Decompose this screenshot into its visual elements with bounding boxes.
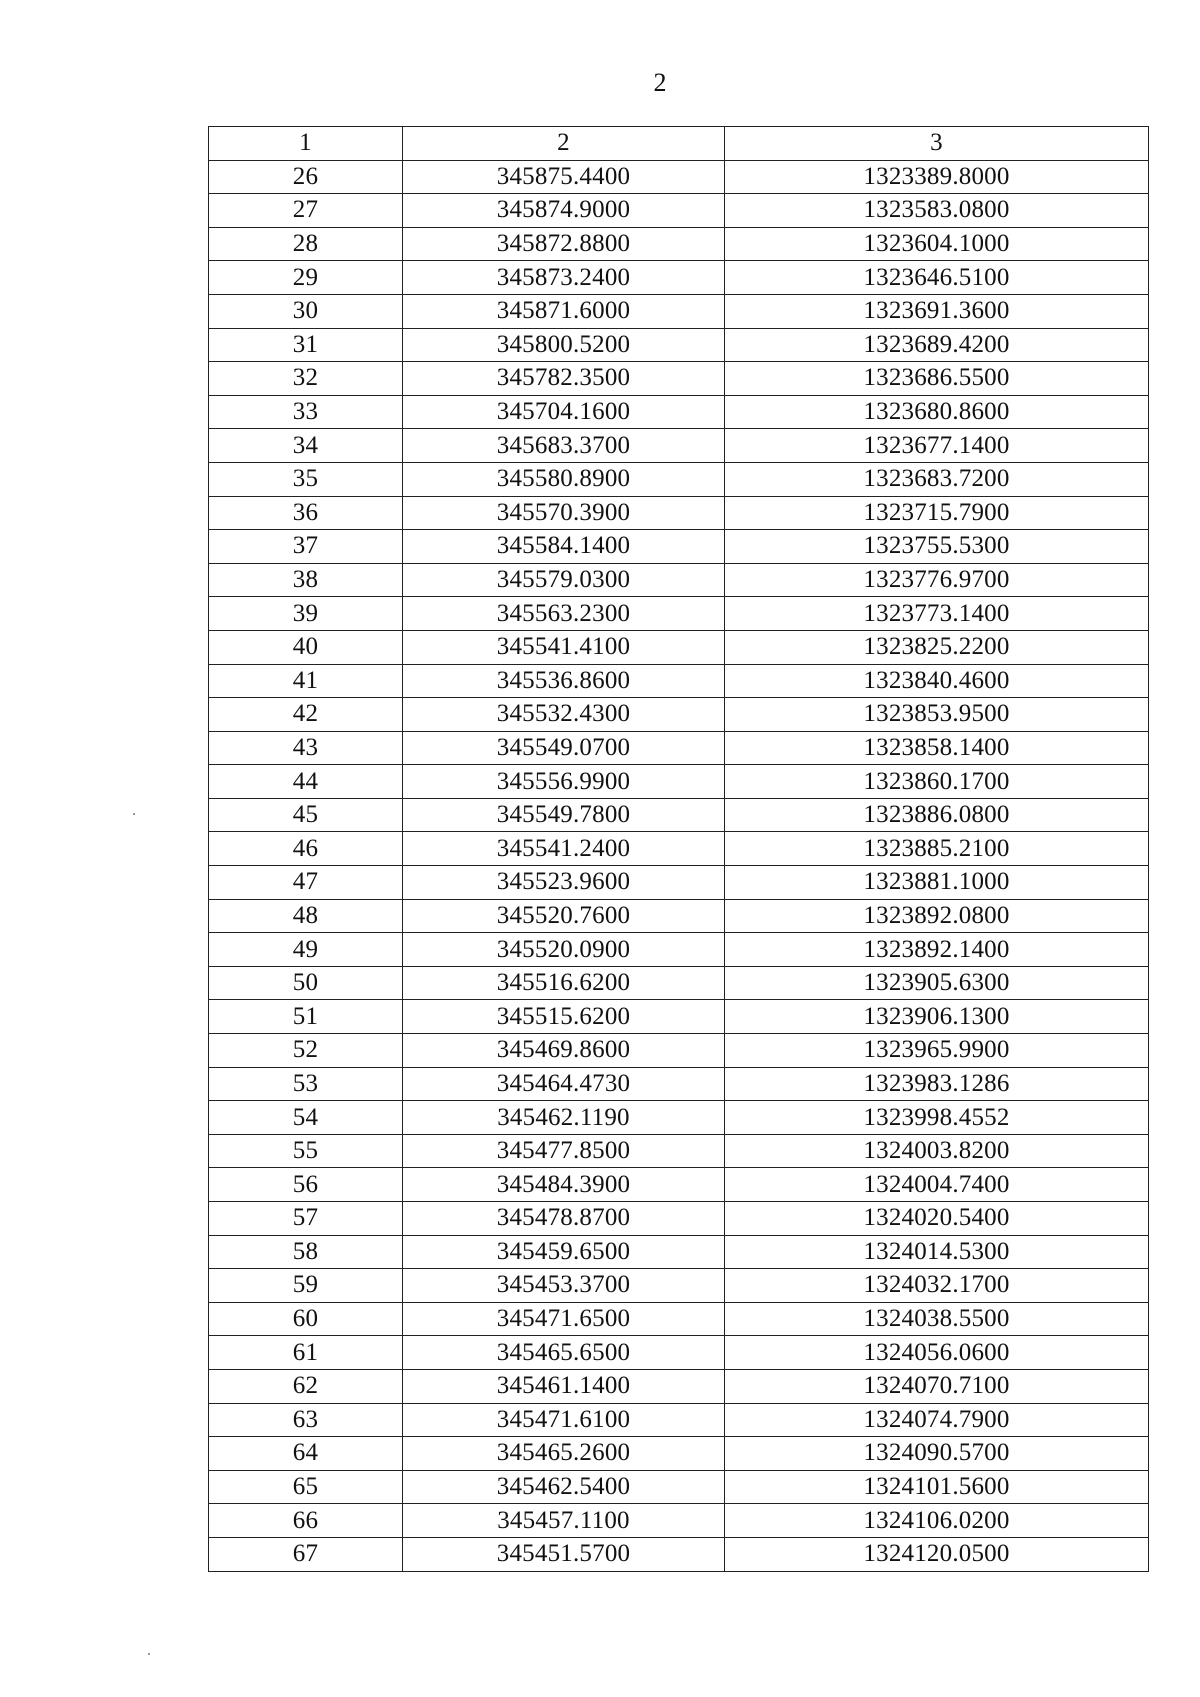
coordinate-x-cell: 345515.6200 — [403, 1000, 725, 1034]
point-number-cell: 59 — [209, 1269, 403, 1303]
coordinate-y-cell: 1323825.2200 — [725, 630, 1149, 664]
point-number-cell: 33 — [209, 395, 403, 429]
point-number-cell: 61 — [209, 1336, 403, 1370]
coordinate-y-cell: 1324101.5600 — [725, 1470, 1149, 1504]
coordinate-y-cell: 1324056.0600 — [725, 1336, 1149, 1370]
coordinate-y-cell: 1324020.5400 — [725, 1202, 1149, 1236]
coordinate-x-cell: 345683.3700 — [403, 429, 725, 463]
coordinate-y-cell: 1323858.1400 — [725, 731, 1149, 765]
table-row — [209, 1504, 1149, 1538]
coordinate-x-cell: 345570.3900 — [403, 496, 725, 530]
scan-speck — [133, 813, 135, 815]
header-cell-2: 2 — [403, 127, 725, 161]
point-number-cell: 44 — [209, 765, 403, 799]
table-row — [209, 1537, 1149, 1571]
table-row — [209, 462, 1149, 496]
coordinate-x-cell: 345465.2600 — [403, 1437, 725, 1471]
table-body — [209, 160, 1149, 1571]
coordinate-x-cell: 345549.7800 — [403, 798, 725, 832]
coordinate-x-cell: 345464.4730 — [403, 1067, 725, 1101]
coordinate-x-cell: 345556.9900 — [403, 765, 725, 799]
table-row — [209, 1202, 1149, 1236]
coordinate-y-cell: 1323906.1300 — [725, 1000, 1149, 1034]
table-row — [209, 731, 1149, 765]
coordinate-y-cell: 1323998.4552 — [725, 1101, 1149, 1135]
coordinate-x-cell: 345704.1600 — [403, 395, 725, 429]
header-cell-3: 3 — [725, 127, 1149, 161]
coordinate-x-cell: 345563.2300 — [403, 597, 725, 631]
coordinate-y-cell: 1324090.5700 — [725, 1437, 1149, 1471]
coordinate-x-cell: 345871.6000 — [403, 294, 725, 328]
point-number-cell: 38 — [209, 563, 403, 597]
coordinate-x-cell: 345484.3900 — [403, 1168, 725, 1202]
table-row — [209, 966, 1149, 1000]
table-row — [209, 1336, 1149, 1370]
table-row — [209, 429, 1149, 463]
coordinate-x-cell: 345465.6500 — [403, 1336, 725, 1370]
table-row — [209, 194, 1149, 228]
coordinate-y-cell: 1324038.5500 — [725, 1302, 1149, 1336]
coordinate-x-cell: 345520.0900 — [403, 933, 725, 967]
coordinate-x-cell: 345478.8700 — [403, 1202, 725, 1236]
coordinate-x-cell: 345800.5200 — [403, 328, 725, 362]
point-number-cell: 41 — [209, 664, 403, 698]
table-row — [209, 1470, 1149, 1504]
coordinate-y-cell: 1324106.0200 — [725, 1504, 1149, 1538]
coordinate-x-cell: 345462.1190 — [403, 1101, 725, 1135]
coordinate-y-cell: 1323853.9500 — [725, 698, 1149, 732]
point-number-cell: 58 — [209, 1235, 403, 1269]
coordinate-y-cell: 1323905.6300 — [725, 966, 1149, 1000]
point-number-cell: 36 — [209, 496, 403, 530]
coordinate-x-cell: 345580.8900 — [403, 462, 725, 496]
coordinate-x-cell: 345584.1400 — [403, 530, 725, 564]
point-number-cell: 51 — [209, 1000, 403, 1034]
table-header — [209, 127, 1149, 161]
point-number-cell: 57 — [209, 1202, 403, 1236]
coordinate-x-cell: 345874.9000 — [403, 194, 725, 228]
table-row — [209, 1034, 1149, 1068]
coordinate-x-cell: 345520.7600 — [403, 899, 725, 933]
table-row — [209, 597, 1149, 631]
coordinate-y-cell: 1323840.4600 — [725, 664, 1149, 698]
table-row — [209, 563, 1149, 597]
coordinates-table — [208, 126, 1149, 1572]
point-number-cell: 26 — [209, 160, 403, 194]
point-number-cell: 43 — [209, 731, 403, 765]
coordinate-y-cell: 1323646.5100 — [725, 261, 1149, 295]
point-number-cell: 67 — [209, 1537, 403, 1571]
point-number-cell: 31 — [209, 328, 403, 362]
point-number-cell: 28 — [209, 227, 403, 261]
point-number-cell: 60 — [209, 1302, 403, 1336]
point-number-cell: 53 — [209, 1067, 403, 1101]
table-row — [209, 1403, 1149, 1437]
coordinate-y-cell: 1323881.1000 — [725, 866, 1149, 900]
table-row — [209, 395, 1149, 429]
point-number-cell: 35 — [209, 462, 403, 496]
table-row — [209, 765, 1149, 799]
coordinate-x-cell: 345477.8500 — [403, 1134, 725, 1168]
coordinate-y-cell: 1323892.0800 — [725, 899, 1149, 933]
point-number-cell: 55 — [209, 1134, 403, 1168]
point-number-cell: 29 — [209, 261, 403, 295]
coordinate-x-cell: 345532.4300 — [403, 698, 725, 732]
table-row — [209, 866, 1149, 900]
coordinate-y-cell: 1324120.0500 — [725, 1537, 1149, 1571]
table-row — [209, 1101, 1149, 1135]
point-number-cell: 62 — [209, 1369, 403, 1403]
point-number-cell: 52 — [209, 1034, 403, 1068]
table-row — [209, 362, 1149, 396]
point-number-cell: 54 — [209, 1101, 403, 1135]
coordinate-y-cell: 1323680.8600 — [725, 395, 1149, 429]
coordinate-y-cell: 1323776.9700 — [725, 563, 1149, 597]
coordinate-x-cell: 345523.9600 — [403, 866, 725, 900]
table-row — [209, 630, 1149, 664]
coordinate-y-cell: 1324070.7100 — [725, 1369, 1149, 1403]
table-row — [209, 1134, 1149, 1168]
point-number-cell: 34 — [209, 429, 403, 463]
header-row — [209, 127, 1149, 161]
point-number-cell: 56 — [209, 1168, 403, 1202]
coordinate-y-cell: 1323389.8000 — [725, 160, 1149, 194]
page-number: 2 — [653, 68, 667, 97]
coordinate-y-cell: 1323886.0800 — [725, 798, 1149, 832]
point-number-cell: 46 — [209, 832, 403, 866]
table-row — [209, 933, 1149, 967]
table-row — [209, 530, 1149, 564]
coordinate-x-cell: 345782.3500 — [403, 362, 725, 396]
table-row — [209, 328, 1149, 362]
table-row — [209, 798, 1149, 832]
point-number-cell: 30 — [209, 294, 403, 328]
point-number-cell: 40 — [209, 630, 403, 664]
coordinate-y-cell: 1323885.2100 — [725, 832, 1149, 866]
coordinate-x-cell: 345579.0300 — [403, 563, 725, 597]
table-row — [209, 1369, 1149, 1403]
point-number-cell: 47 — [209, 866, 403, 900]
coordinate-x-cell: 345541.4100 — [403, 630, 725, 664]
table-row — [209, 1067, 1149, 1101]
point-number-cell: 32 — [209, 362, 403, 396]
coordinate-x-cell: 345457.1100 — [403, 1504, 725, 1538]
coordinate-y-cell: 1323892.1400 — [725, 933, 1149, 967]
coordinate-y-cell: 1323604.1000 — [725, 227, 1149, 261]
point-number-cell: 42 — [209, 698, 403, 732]
coordinate-x-cell: 345872.8800 — [403, 227, 725, 261]
table-row — [209, 899, 1149, 933]
point-number-cell: 66 — [209, 1504, 403, 1538]
coordinate-y-cell: 1323965.9900 — [725, 1034, 1149, 1068]
table-row — [209, 1302, 1149, 1336]
coordinate-x-cell: 345469.8600 — [403, 1034, 725, 1068]
table-row — [209, 1269, 1149, 1303]
header-cell-1: 1 — [209, 127, 403, 161]
point-number-cell: 39 — [209, 597, 403, 631]
coordinate-y-cell: 1323686.5500 — [725, 362, 1149, 396]
coordinate-y-cell: 1323683.7200 — [725, 462, 1149, 496]
table-row — [209, 160, 1149, 194]
coordinate-y-cell: 1323860.1700 — [725, 765, 1149, 799]
coordinate-y-cell: 1324074.7900 — [725, 1403, 1149, 1437]
coordinate-y-cell: 1324032.1700 — [725, 1269, 1149, 1303]
coordinate-x-cell: 345549.0700 — [403, 731, 725, 765]
coordinate-x-cell: 345461.1400 — [403, 1369, 725, 1403]
table-row — [209, 227, 1149, 261]
coordinate-x-cell: 345541.2400 — [403, 832, 725, 866]
coordinate-x-cell: 345875.4400 — [403, 160, 725, 194]
coordinate-y-cell: 1323689.4200 — [725, 328, 1149, 362]
table-row — [209, 1437, 1149, 1471]
point-number-cell: 27 — [209, 194, 403, 228]
coordinate-y-cell: 1324003.8200 — [725, 1134, 1149, 1168]
table-row — [209, 1168, 1149, 1202]
coordinate-x-cell: 345459.6500 — [403, 1235, 725, 1269]
point-number-cell: 64 — [209, 1437, 403, 1471]
table-row — [209, 664, 1149, 698]
point-number-cell: 48 — [209, 899, 403, 933]
coordinate-y-cell: 1323773.1400 — [725, 597, 1149, 631]
coordinate-x-cell: 345471.6500 — [403, 1302, 725, 1336]
point-number-cell: 45 — [209, 798, 403, 832]
table-row — [209, 294, 1149, 328]
coordinate-y-cell: 1323691.3600 — [725, 294, 1149, 328]
coordinate-y-cell: 1323983.1286 — [725, 1067, 1149, 1101]
table-row — [209, 1235, 1149, 1269]
table-row — [209, 496, 1149, 530]
point-number-cell: 65 — [209, 1470, 403, 1504]
coordinate-x-cell: 345471.6100 — [403, 1403, 725, 1437]
coordinate-x-cell: 345516.6200 — [403, 966, 725, 1000]
table-row — [209, 832, 1149, 866]
point-number-cell: 50 — [209, 966, 403, 1000]
coordinate-y-cell: 1323583.0800 — [725, 194, 1149, 228]
coordinate-x-cell: 345451.5700 — [403, 1537, 725, 1571]
coordinate-y-cell: 1323677.1400 — [725, 429, 1149, 463]
coordinate-y-cell: 1323715.7900 — [725, 496, 1149, 530]
point-number-cell: 49 — [209, 933, 403, 967]
coordinate-y-cell: 1324014.5300 — [725, 1235, 1149, 1269]
point-number-cell: 37 — [209, 530, 403, 564]
table-row — [209, 1000, 1149, 1034]
coordinate-x-cell: 345453.3700 — [403, 1269, 725, 1303]
coordinate-y-cell: 1323755.5300 — [725, 530, 1149, 564]
coordinate-x-cell: 345536.8600 — [403, 664, 725, 698]
point-number-cell: 63 — [209, 1403, 403, 1437]
coordinate-x-cell: 345462.5400 — [403, 1470, 725, 1504]
table-row — [209, 698, 1149, 732]
coordinate-y-cell: 1324004.7400 — [725, 1168, 1149, 1202]
coordinate-x-cell: 345873.2400 — [403, 261, 725, 295]
table-row — [209, 261, 1149, 295]
scan-speck — [148, 1653, 150, 1655]
